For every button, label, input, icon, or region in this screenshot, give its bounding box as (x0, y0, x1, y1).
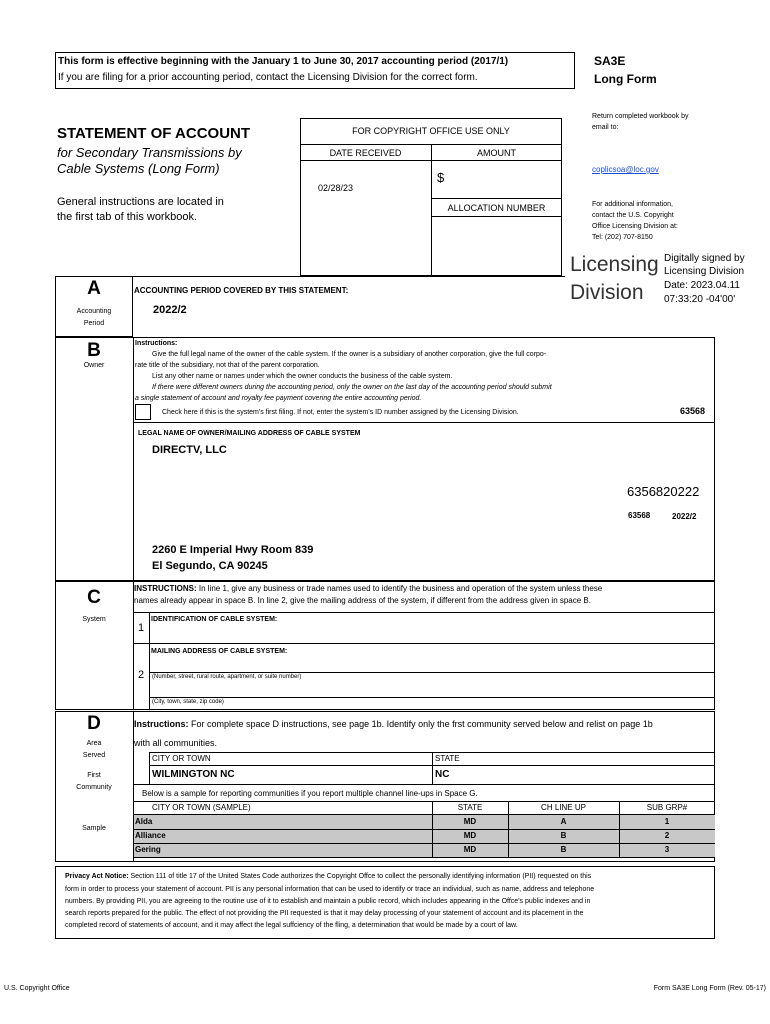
return-email-link[interactable]: coplicsoa@loc.gov (592, 165, 659, 174)
city-hint: (City, town, state, zip code) (152, 699, 224, 705)
privacy-line5: completed record of statements of account, and it may affect the legal suffciency of the fling, a determination that would be made by a court of law. (65, 922, 518, 929)
section-b-instructions-title: Instructions: (135, 340, 178, 347)
section-b-line1: Give the full legal name of the owner of the cable system. If the owner is a subsidiary of another corporation, give the full corpo- (152, 351, 547, 358)
first-filing-text: Check here if this is the system's first filing. If not, enter the system's ID number assigned by the Licensing Division. (162, 409, 519, 416)
section-a-label2: Period (83, 320, 105, 327)
section-b-line3: List any other name or names under which the owner conducts the business of the cable system. (152, 373, 453, 380)
page-title: STATEMENT OF ACCOUNT (57, 125, 251, 142)
sample-row1-state: MD (463, 817, 477, 826)
section-b-label: Owner (83, 362, 105, 369)
contact-line2: contact the U.S. Copyright (592, 212, 674, 219)
sample-header-state: STATE (457, 803, 483, 812)
privacy-text1: Section 111 of title 17 of the United States Code authorizes the Copyright Offce to collect the personally identifying information (PII) requested on this (128, 873, 592, 880)
signature-text2: Licensing Division (664, 266, 745, 277)
signature-stamp-line2: Division (570, 281, 644, 304)
section-d-letter: D (87, 713, 101, 734)
sample-row2-city: Alliance (135, 831, 166, 840)
section-d-instructions-line2: with all communities. (134, 738, 218, 748)
street-hint: (Number, street, rural route, apartment, or suite number) (152, 674, 302, 680)
owner-address1: 2260 E Imperial Hwy Room 839 (152, 544, 314, 556)
section-b-line4: If there were different owners during the accounting period, only the owner on the last day of the accounting period should submit (152, 384, 552, 391)
section-c-letter: C (87, 587, 101, 608)
section-d-label3: First (87, 772, 101, 779)
sample-row3-lineup: B (560, 845, 567, 854)
sample-row1-city: Alda (135, 817, 153, 826)
mailing-address-city-field[interactable] (149, 697, 715, 698)
section-d-instructions-text: For complete space D instructions, see page 1b. Identify only the frst community served below and relist on page 1b (188, 719, 653, 729)
amount-symbol: $ (437, 170, 445, 185)
sample-row2-subgrp: 2 (664, 831, 670, 840)
effective-notice-line2: If you are filing for a prior accounting period, contact the Licensing Division for the correct form. (58, 72, 478, 83)
form-name: Long Form (594, 72, 657, 86)
contact-line4: Tel: (202) 707-8150 (592, 234, 653, 241)
signature-stamp-line1: Licensing (570, 253, 659, 276)
first-community-city[interactable]: WILMINGTON NC (152, 769, 235, 780)
section-b-line2: rate title of the subsidiary, not that of the parent corporation. (135, 362, 320, 369)
mailing-address-street-field[interactable] (149, 672, 715, 673)
contact-line1: For additional information, (592, 201, 673, 208)
office-use-heading: FOR COPYRIGHT OFFICE USE ONLY (352, 126, 510, 136)
city-or-town-label: CITY OR TOWN (152, 754, 211, 763)
section-d-label1: Area (86, 740, 102, 747)
accounting-period-value: 2022/2 (153, 304, 187, 316)
sample-header-subgrp: SUB GRP# (646, 803, 688, 812)
sample-row3-subgrp: 3 (664, 845, 670, 854)
line2-number: 2 (138, 669, 145, 681)
signature-text1: Digitally signed by (664, 253, 745, 264)
first-community-state[interactable]: NC (435, 769, 450, 780)
section-a-letter: A (87, 278, 101, 299)
system-id-value: 63568 (680, 406, 706, 416)
date-received-label: DATE RECEIVED (329, 148, 402, 158)
owner-address2: El Segundo, CA 90245 (152, 560, 268, 572)
section-d-instructions-line1 (134, 719, 653, 729)
line1-label: IDENTIFICATION OF CABLE SYSTEM: (151, 616, 278, 623)
contact-line3: Office Licensing Division at: (592, 223, 678, 230)
section-b-line5: a single statement of account and royalty fee payment covering the entire accounting period. (135, 395, 422, 402)
section-c-instructions-line1 (134, 584, 602, 593)
title-sub2: Cable Systems (Long Form) (57, 161, 220, 176)
return-line1: Return completed workbook by (592, 113, 689, 120)
section-d-label5: Sample (82, 825, 106, 832)
footer-right: Form SA3E Long Form (Rev. 05-17) (653, 985, 766, 992)
section-c-instructions-bold: INSTRUCTIONS: (134, 584, 197, 593)
section-d-label4: Community (76, 784, 112, 791)
owner-name: DIRECTV, LLC (152, 444, 227, 456)
signature-text4: 07:33:20 -04'00' (664, 294, 736, 305)
form-code: SA3E (594, 54, 626, 68)
sample-header-city: CITY OR TOWN (SAMPLE) (152, 803, 251, 812)
return-line2: email to: (592, 124, 619, 131)
section-d-instructions-bold: Instructions: (134, 719, 189, 729)
first-filing-checkbox[interactable] (135, 404, 151, 420)
state-label: STATE (435, 754, 460, 763)
owner-big-id: 6356820222 (627, 484, 700, 499)
date-received-value: 02/28/23 (318, 183, 354, 193)
amount-label: AMOUNT (477, 148, 516, 158)
sample-note: Below is a sample for reporting communities if you report multiple channel line-ups in Space G. (142, 789, 478, 798)
owner-heading: LEGAL NAME OF OWNER/MAILING ADDRESS OF CABLE SYSTEM (138, 430, 361, 437)
sample-row1-lineup: A (560, 817, 567, 826)
section-c-instructions-text: In line 1, give any business or trade names used to identify the business and operation of the system unless these (196, 584, 603, 593)
general-instructions-1: General instructions are located in (57, 196, 224, 208)
privacy-line1 (65, 873, 591, 880)
allocation-number-label: ALLOCATION NUMBER (447, 203, 546, 213)
sample-row3-state: MD (463, 845, 477, 854)
sample-row2-state: MD (463, 831, 477, 840)
section-c-label: System (82, 616, 106, 623)
line2-label: MAILING ADDRESS OF CABLE SYSTEM: (151, 648, 288, 655)
effective-notice-line1: This form is effective beginning with the January 1 to June 30, 2017 accounting period (2017/1) (58, 56, 509, 67)
footer-left: U.S. Copyright Office (4, 985, 70, 992)
sample-header-lineup: CH LINE UP (541, 803, 586, 812)
section-b-letter: B (87, 340, 101, 361)
sample-row3-city: Gering (135, 845, 161, 854)
section-c-instructions-line2: names already appear in space B. In line 2, give the mailing address of the system, if different from the address given in space B. (134, 596, 591, 605)
sample-row2-lineup: B (560, 831, 567, 840)
title-sub1: for Secondary Transmissions by (57, 145, 242, 160)
line1-number: 1 (138, 622, 145, 634)
sample-row1-subgrp: 1 (664, 817, 670, 826)
section-a-label1: Accounting (76, 308, 112, 315)
section-a-heading: ACCOUNTING PERIOD COVERED BY THIS STATEMENT: (134, 286, 349, 295)
privacy-bold: Privacy Act Notice: (65, 873, 129, 880)
general-instructions-2: the first tab of this workbook. (57, 211, 198, 223)
privacy-line4: search reports prepared for the public. The effect of not providing the PII requested is that it may delay processing of your statement of account and its placement in the (65, 910, 584, 917)
owner-small-period: 2022/2 (672, 512, 697, 521)
signature-text3: Date: 2023.04.11 (664, 280, 740, 291)
section-d-label2: Served (82, 752, 106, 759)
privacy-line2: form in order to process your statement of account. PII is any personal information that can be used to identify or trace an individual, such as name, address and telephone (65, 886, 595, 893)
privacy-line3: numbers. By providing PII, you are agreeing to the routine use of it to establish and maintain a public record, which includes appearing in the Offce's public indexes and in (65, 898, 591, 905)
owner-small-id: 63568 (628, 511, 651, 520)
